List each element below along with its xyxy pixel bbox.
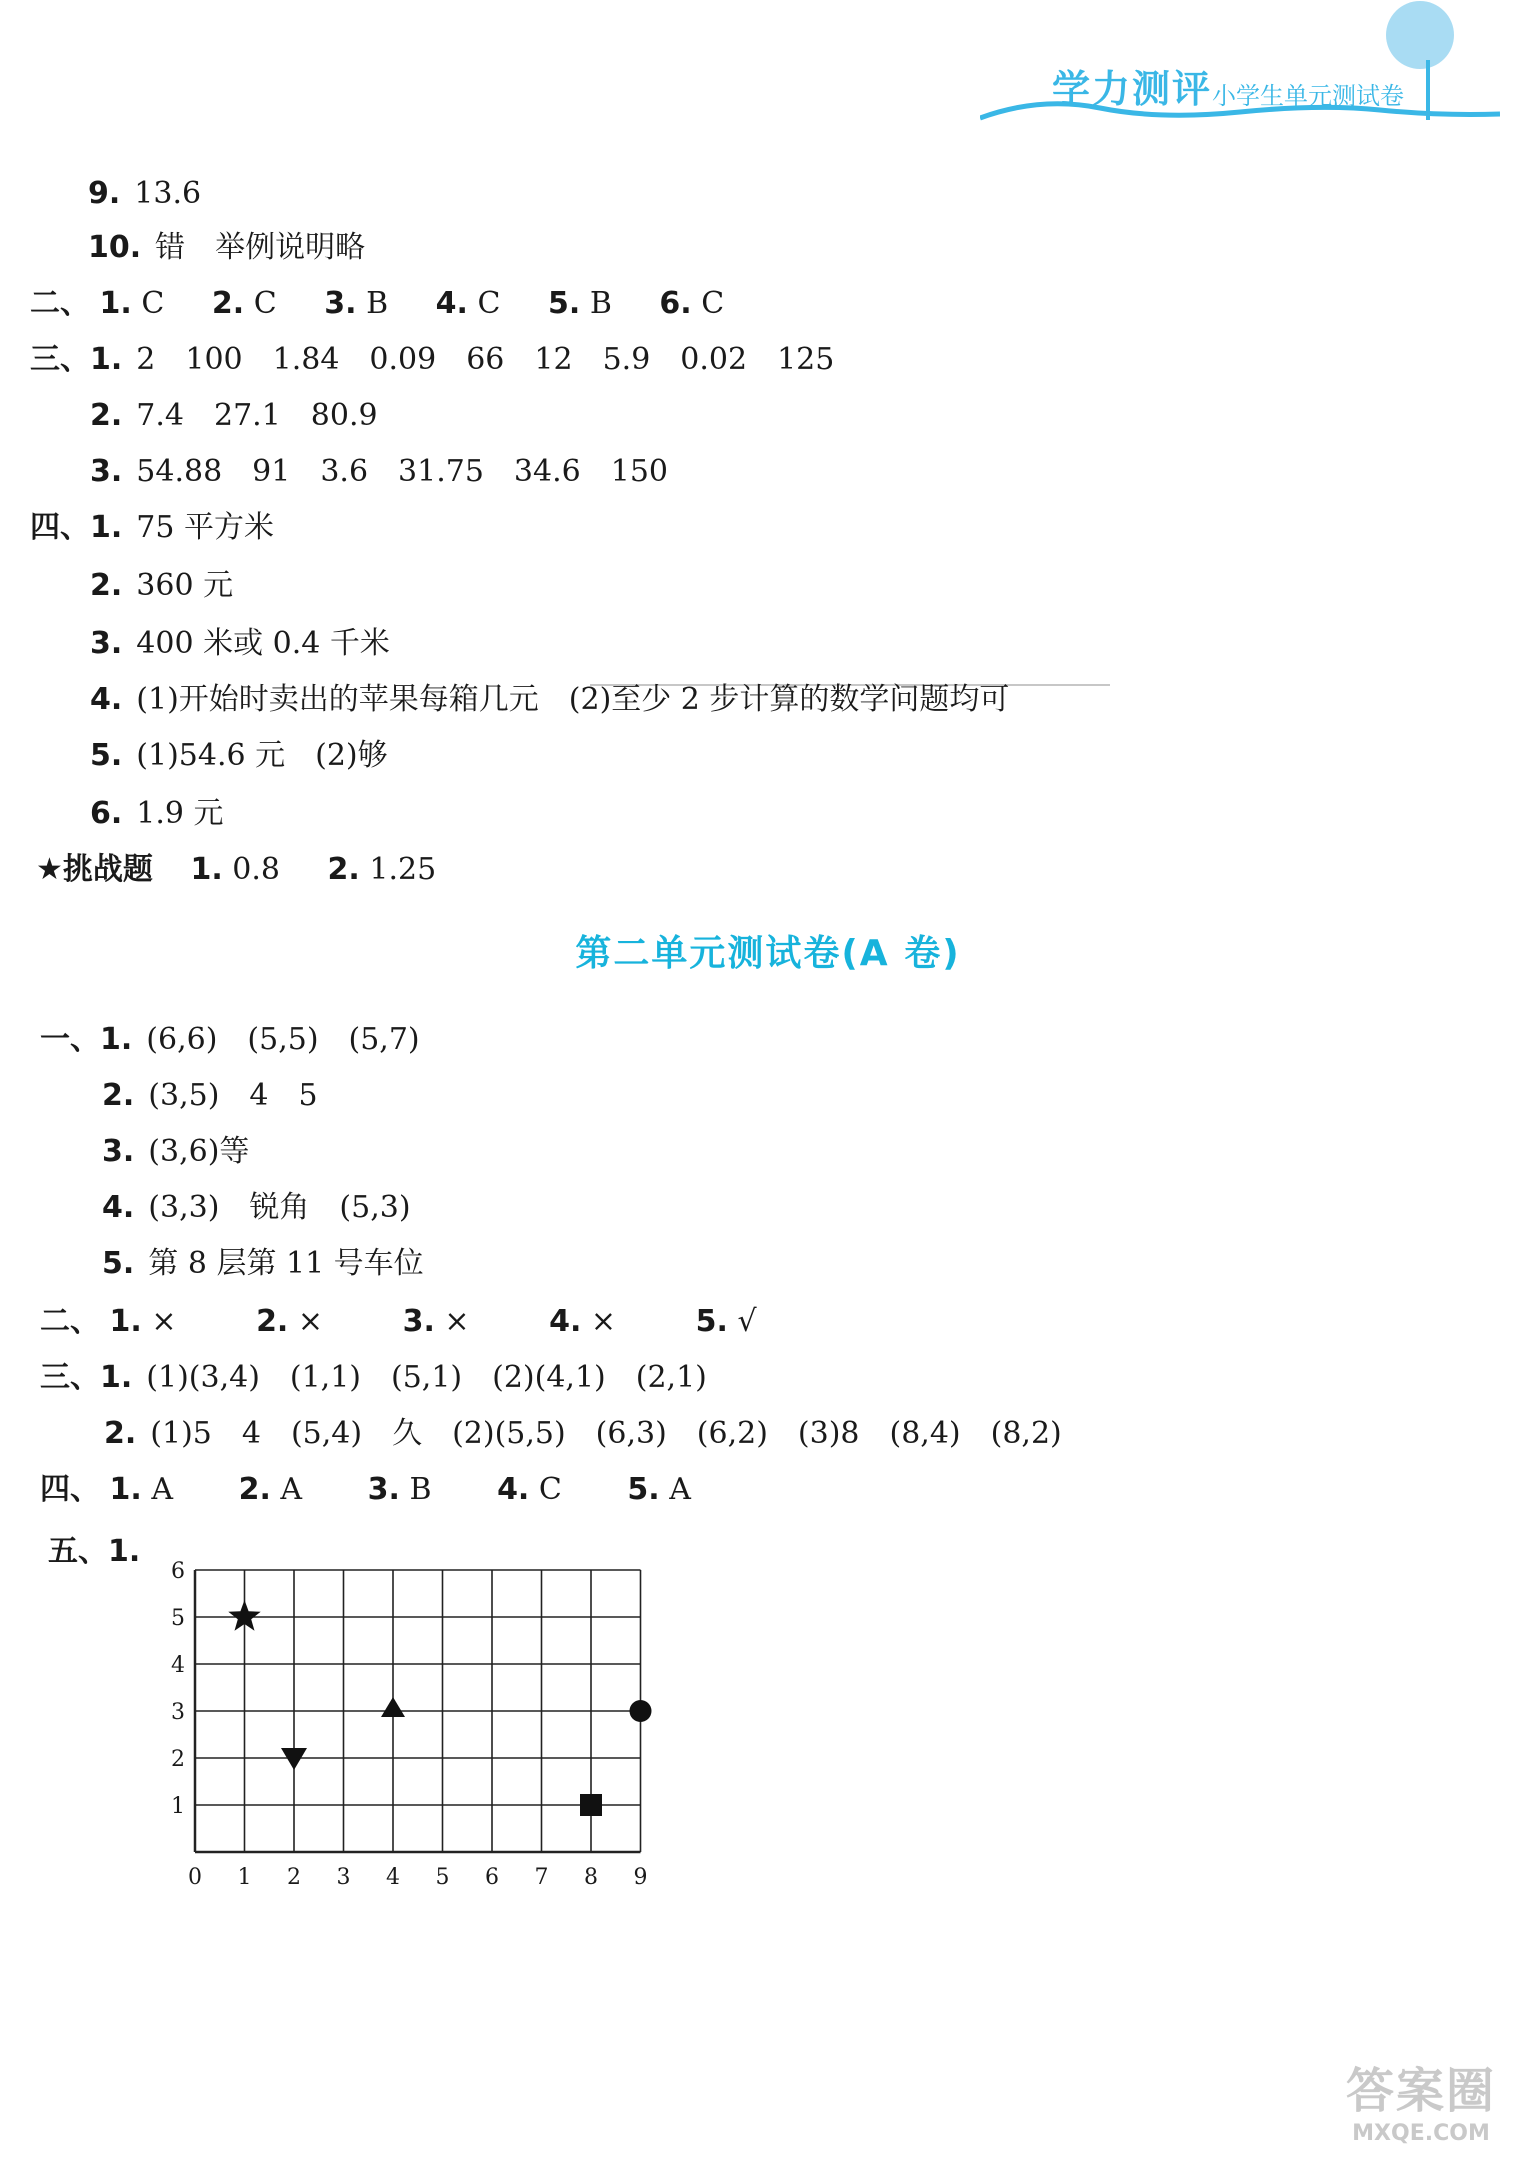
x-tick-label: 3 — [336, 1865, 351, 1890]
circle-marker — [630, 1700, 652, 1722]
triangle-up-marker — [381, 1697, 405, 1717]
x-tick-label: 9 — [633, 1865, 648, 1890]
square-marker — [580, 1794, 602, 1816]
p2-section-1-row-5: 5. 第 8 层第 11 号车位 — [102, 1246, 424, 1281]
p2-section-1-row-1: 一、1. (6,6) (5,5) (5,7) — [40, 1022, 420, 1057]
p2-section-1-row-4: 4. (3,3) 锐角 (5,3) — [102, 1190, 411, 1225]
section-4-row-6: 6. 1.9 元 — [90, 796, 224, 831]
section-3-row-1: 三、1. 2 100 1.84 0.09 66 12 5.9 0.02 125 — [30, 342, 835, 377]
brand-title: 学力测评 — [1052, 67, 1213, 111]
brand-subtitle: 小学生单元测试卷 — [1212, 82, 1404, 110]
y-tick-label: 5 — [171, 1606, 185, 1631]
section-2-answers: 二、 1. C 2. C 3. B 4. C 5. B 6. C — [30, 286, 725, 321]
section-4-row-5: 5. (1)54.6 元 (2)够 — [90, 738, 388, 773]
coordinate-grid-chart — [150, 1530, 670, 1890]
y-tick-label: 4 — [171, 1653, 185, 1678]
y-tick-label: 6 — [171, 1559, 185, 1584]
watermark-logo: 答案圈 MXQE.COM — [1345, 2063, 1496, 2146]
x-tick-label: 5 — [435, 1865, 450, 1890]
answer-10: 10. 错 举例说明略 — [88, 230, 366, 265]
x-tick-label: 0 — [188, 1865, 202, 1890]
p2-section-3-row-2: 2. (1)5 4 (5,4) 久 (2)(5,5) (6,3) (6,2) (3)8 (8,4) (8,2) — [104, 1416, 1062, 1451]
y-tick-label: 2 — [171, 1747, 185, 1772]
x-tick-label: 1 — [237, 1865, 252, 1890]
y-tick-label: 1 — [171, 1794, 185, 1819]
page-header — [980, 0, 1500, 140]
p2-section-5-label: 五、1. — [48, 1534, 141, 1569]
y-tick-label: 3 — [171, 1700, 185, 1725]
x-tick-label: 4 — [386, 1865, 400, 1890]
p2-section-4-answers: 四、 1. A 2. A 3. B 4. C 5. A — [40, 1472, 691, 1507]
p2-section-1-row-2: 2. (3,5) 4 5 — [102, 1078, 318, 1113]
x-tick-label: 7 — [534, 1865, 549, 1890]
section-4-row-4: 4. (1)开始时卖出的苹果每箱几元 (2)至少 2 步计算的数学问题均可 — [90, 682, 1010, 717]
x-tick-label: 8 — [584, 1865, 598, 1890]
answer-9: 9. 13.6 — [88, 176, 202, 211]
section-3-row-3: 3. 54.88 91 3.6 31.75 34.6 150 — [90, 454, 668, 489]
section-title: 第二单元测试卷(A 卷) — [575, 933, 961, 974]
x-tick-label: 6 — [485, 1865, 499, 1890]
section-4-row-1: 四、1. 75 平方米 — [30, 510, 274, 545]
section-4-row-3: 3. 400 米或 0.4 千米 — [90, 626, 390, 661]
p2-section-3-row-1: 三、1. (1)(3,4) (1,1) (5,1) (2)(4,1) (2,1) — [40, 1360, 707, 1395]
x-tick-label: 2 — [287, 1865, 301, 1890]
section-4-row-2: 2. 360 元 — [90, 568, 234, 603]
challenge-answers: ★挑战题 1. 0.8 2. 1.25 — [36, 852, 437, 887]
section-3-row-2: 2. 7.4 27.1 80.9 — [90, 398, 378, 433]
p2-section-1-row-3: 3. (3,6)等 — [102, 1134, 250, 1169]
triangle-down-marker — [281, 1748, 307, 1770]
p2-section-2-answers: 二、 1. × 2. × 3. × 4. × 5. √ — [40, 1304, 757, 1339]
